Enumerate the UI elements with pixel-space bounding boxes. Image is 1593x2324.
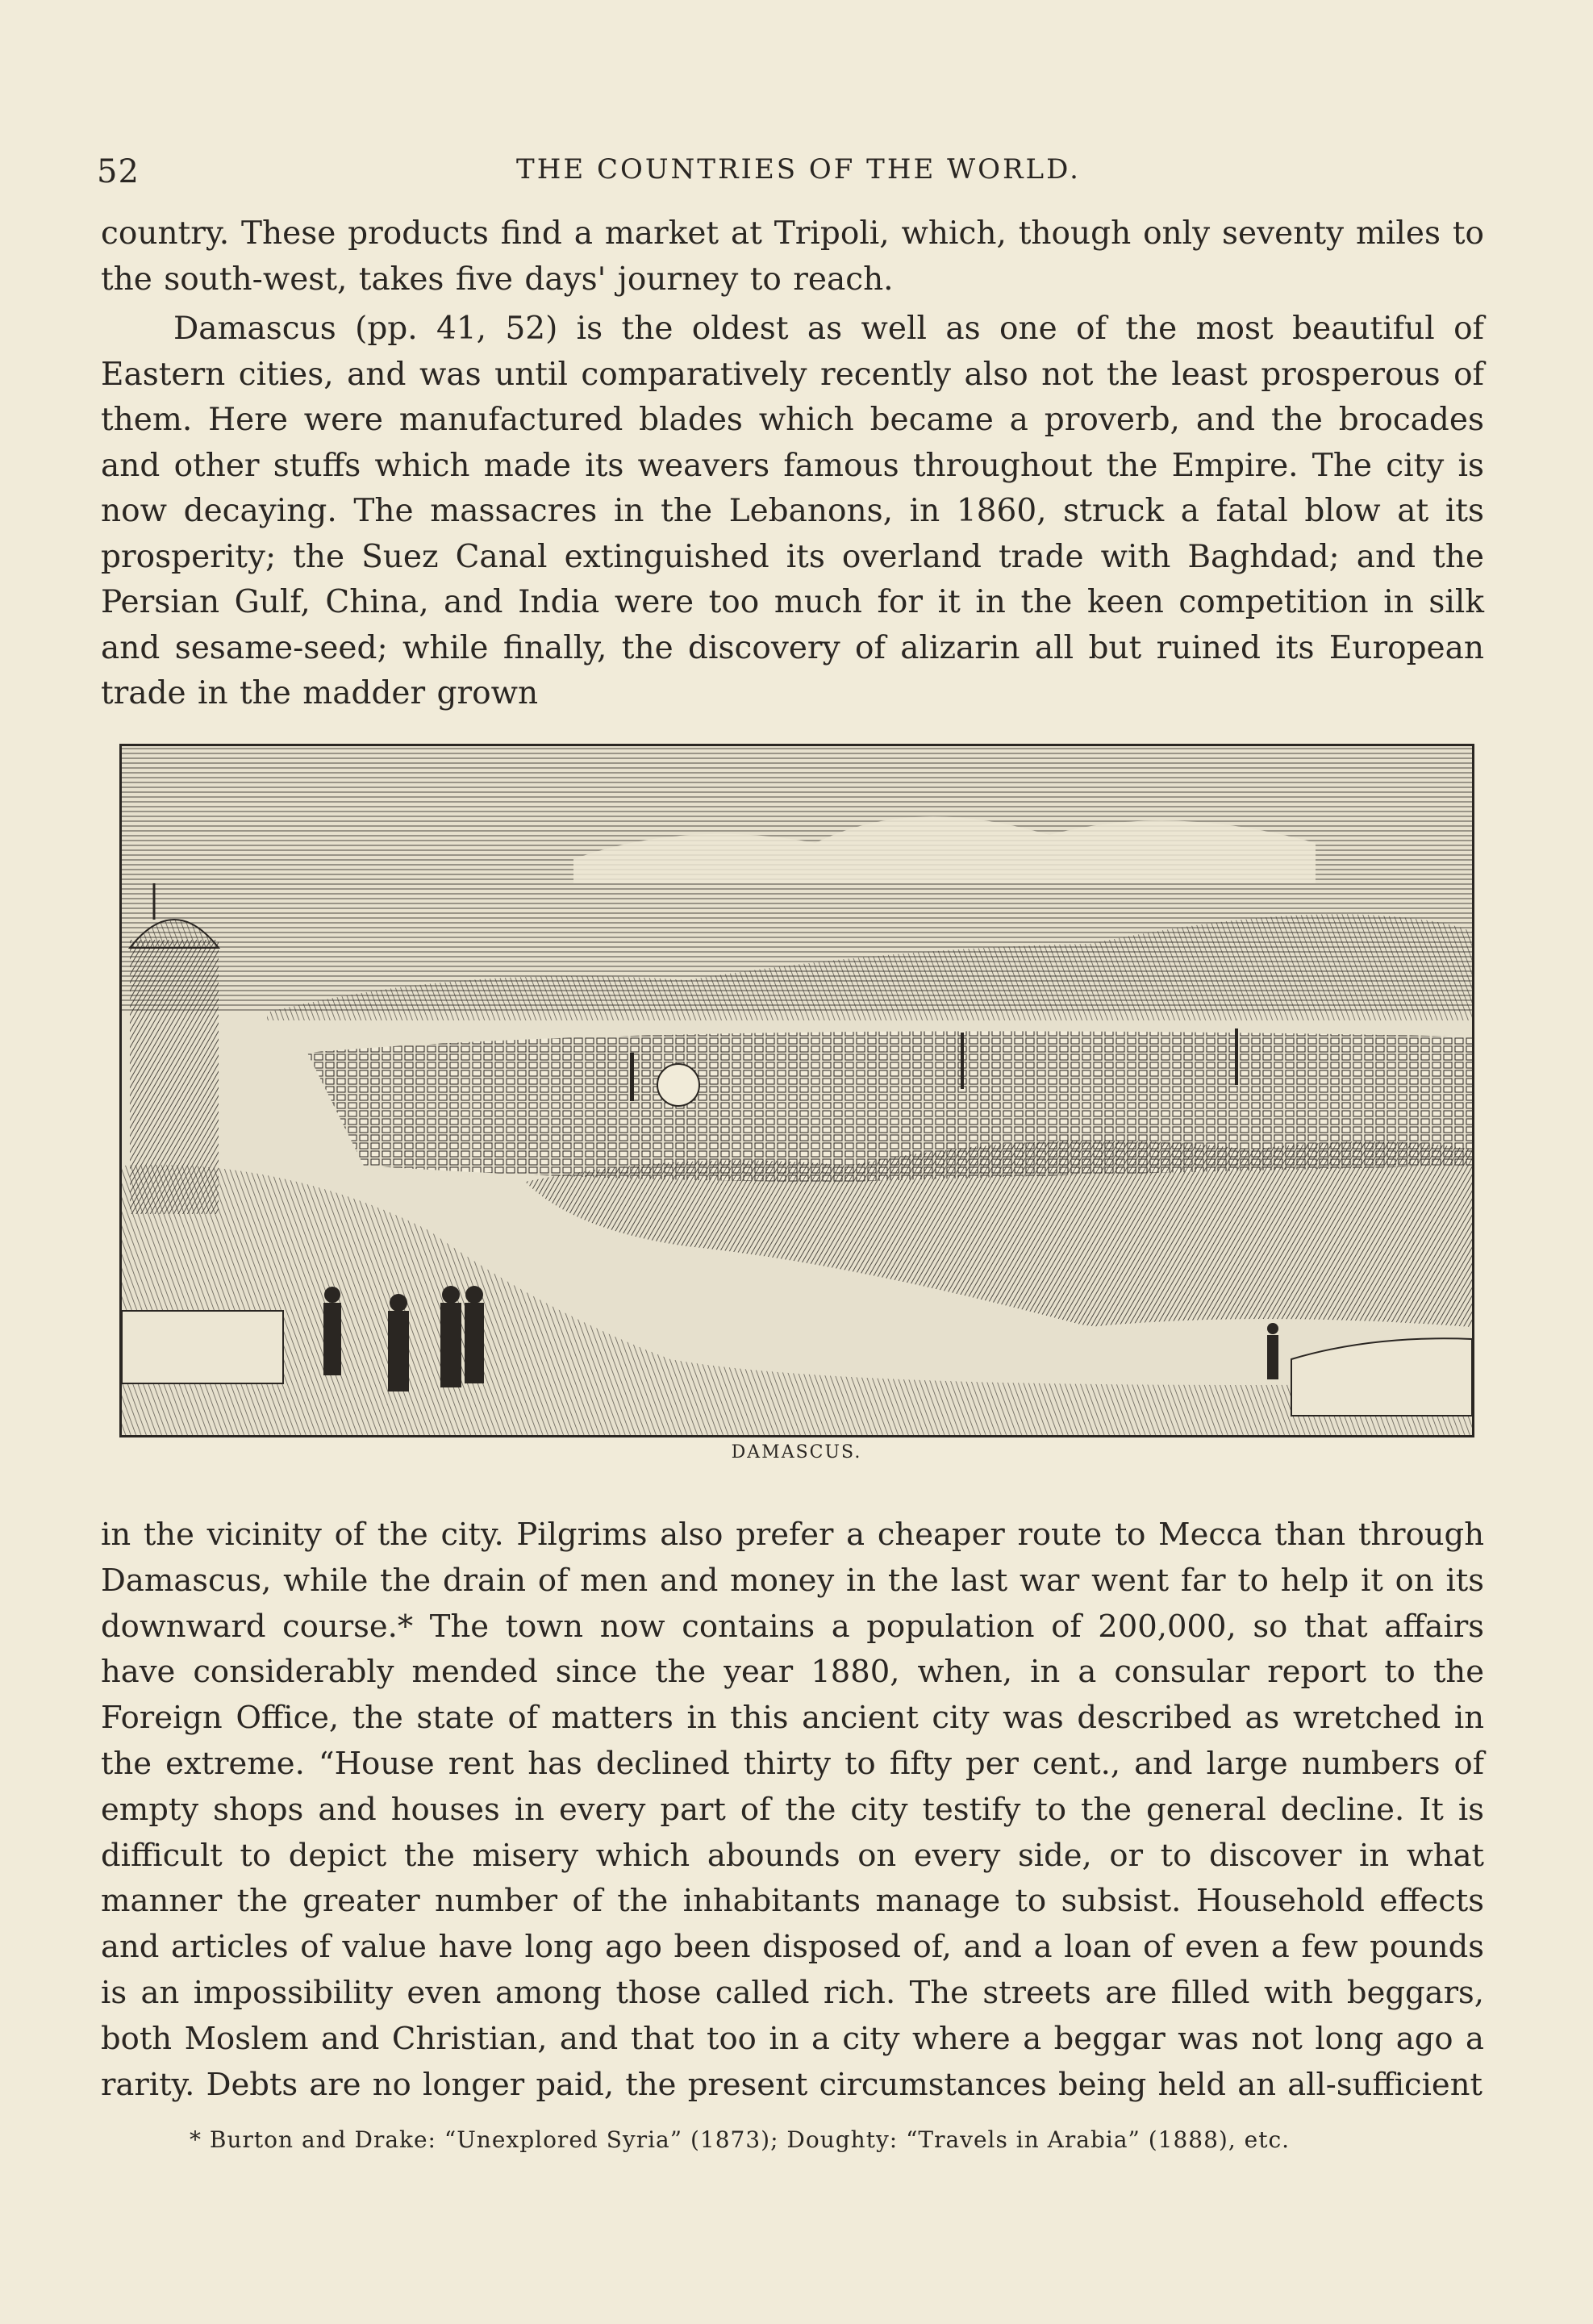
running-title: THE COUNTRIES OF THE WORLD. <box>516 153 1081 186</box>
stone-wall-right <box>1291 1338 1472 1416</box>
damascus-engraving <box>119 744 1474 1437</box>
minaret <box>1235 1028 1238 1085</box>
minaret <box>961 1033 964 1089</box>
minaret <box>630 1053 634 1101</box>
page-number: 52 <box>97 153 140 190</box>
page-header <box>97 153 1500 202</box>
engraving-illustration <box>122 746 1472 1435</box>
paragraph-damascus: Damascus (pp. 41, 52) is the oldest as well as one of the most beautiful of Eastern cities, and was until comparatively recently also not the least prosperous of them. Here were manufactured blades which became a proverb, and the brocades and other stuffs which made its weavers famous throughout the Empire. The city is now decaying. The massacres in the Lebanons, in 1860, struck a fatal blow at its prosperity; the Suez Canal extinguished its overland trade with Baghdad; and the Persian Gulf, China, and India were too much for it in the keen competition in silk and sesame-seed; while finally, the discovery of alizarin all but ruined its European trade in the madder grown <box>101 311 1484 711</box>
footnote: * Burton and Drake: “Unexplored Syria” (1873); Doughty: “Travels in Arabia” (1888), etc. <box>190 2126 1291 2153</box>
paragraph-decline: in the vicinity of the city. Pilgrims also prefer a cheaper route to Mecca than through Damascus, while the drain of men and money in the last war went far to help it on its downward course.* The town now contains a population of 200,000, so that affairs have considerably mended since the year 1880, when, in a consular report to the Foreign Office, the state of matters in this ancient city was described as wretched in the extreme. “House rent has declined thirty to fifty per cent., and large numbers of empty shops and houses in every part of the city testify to the general decline. It is difficult to depict the misery which abounds on every side, or to discover in what manner the greater number of the inhabitants manage to subsist. Household effects and articles of value have long ago been disposed of, and a loan of even a few pounds is an impossibility even among those called rich. The streets are filled with beggars, both Moslem and Christian, and that too in a city where a beggar was not long ago a rarity. Debts are no longer paid, the present circumstances being held an all-sufficient <box>101 1517 1484 2103</box>
paragraph-continuation: country. These products find a market at Tripoli, which, though only seventy miles to the south-west, takes five days' journey to reach. <box>101 215 1484 298</box>
figure-caption: DAMASCUS. <box>731 1442 862 1462</box>
mosque-dome <box>657 1064 699 1106</box>
stone-wall <box>122 1311 283 1383</box>
